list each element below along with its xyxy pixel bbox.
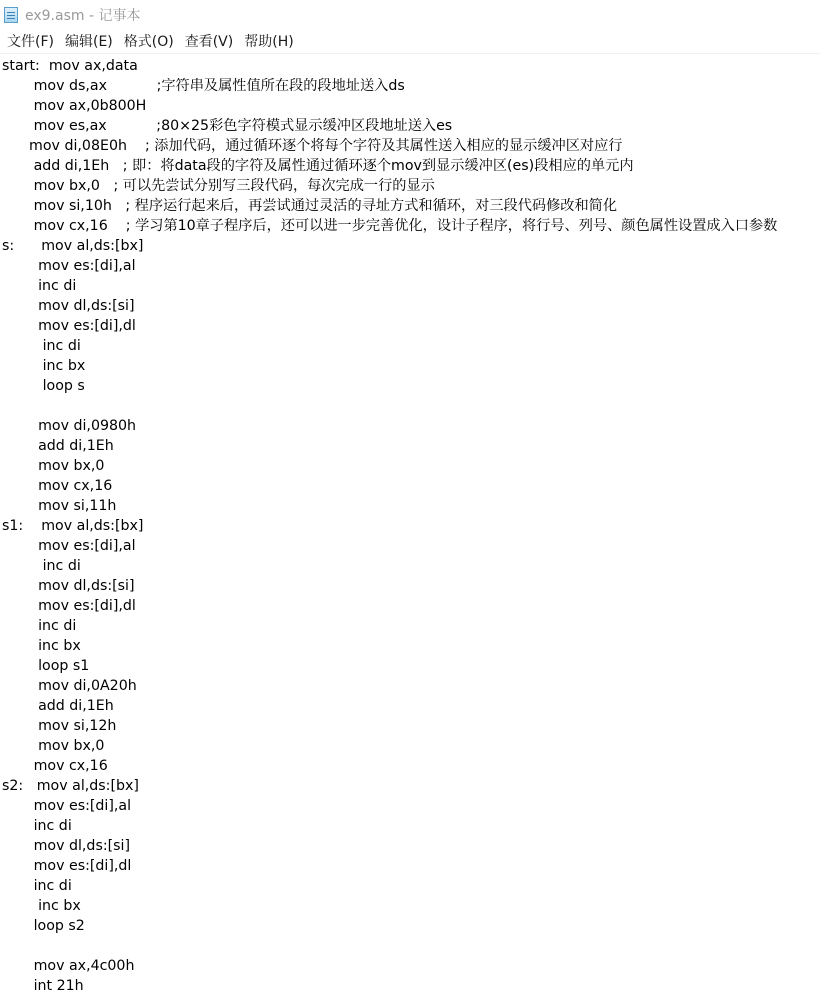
- code-line: s: mov al,ds:[bx]: [2, 238, 144, 254]
- code-line: inc bx: [2, 638, 81, 654]
- code-line: mov es:[di],al: [2, 258, 136, 274]
- code-line: mov es:[di],dl: [2, 318, 136, 334]
- window-title: ex9.asm - 记事本: [25, 8, 141, 24]
- code-line: inc di: [2, 278, 77, 294]
- code-line: mov es:[di],dl: [2, 598, 136, 614]
- code-line: mov dl,ds:[si]: [2, 578, 135, 594]
- code-line: mov bx,0 ; 可以先尝试分别写三段代码，每次完成一行的显示: [2, 178, 435, 194]
- code-line: int 21h: [2, 978, 84, 994]
- code-line: inc di: [2, 618, 77, 634]
- code-line: mov si,10h ; 程序运行起来后，再尝试通过灵活的寻址方式和循环，对三段代码修改和简化: [2, 198, 618, 214]
- code-line: inc di: [2, 878, 72, 894]
- code-line: mov dl,ds:[si]: [2, 298, 135, 314]
- code-line: loop s1: [2, 658, 90, 674]
- menu-help[interactable]: 帮助(H): [244, 33, 294, 50]
- code-line: mov bx,0: [2, 458, 105, 474]
- editor-content[interactable]: [0, 54, 820, 996]
- code-line: s1: mov al,ds:[bx]: [2, 518, 144, 534]
- code-line: mov cx,16: [2, 758, 108, 774]
- code-line: add di,1Eh ; 即：将data段的字符及属性通过循环逐个mov到显示缓冲区(es)段相应的单元内: [2, 158, 634, 174]
- title-bar[interactable]: [0, 0, 820, 30]
- code-line: loop s2: [2, 918, 85, 934]
- text-editor[interactable]: [0, 54, 820, 1000]
- menu-edit[interactable]: 编辑(E): [64, 33, 113, 50]
- code-line: inc di: [2, 338, 81, 354]
- code-line: mov si,11h: [2, 498, 117, 514]
- menu-format[interactable]: 格式(O): [123, 33, 174, 50]
- code-line: start: mov ax,data: [2, 58, 138, 74]
- code-line: s2: mov al,ds:[bx]: [2, 778, 139, 794]
- code-line: mov cx,16 ; 学习第10章子程序后，还可以进一步完善优化，设计子程序，将行号、列号、颜色属性设置成入口参数: [2, 218, 778, 234]
- code-line: mov di,0A20h: [2, 678, 137, 694]
- code-line: mov si,12h: [2, 718, 117, 734]
- notepad-icon: [4, 7, 18, 23]
- code-line: mov es,ax ;80×25彩色字符模式显示缓冲区段地址送入es: [2, 118, 453, 134]
- code-line: mov ds,ax ;字符串及属性值所在段的段地址送入ds: [2, 78, 405, 94]
- code-line: mov es:[di],al: [2, 798, 132, 814]
- code-line: mov bx,0: [2, 738, 105, 754]
- code-line: mov cx,16: [2, 478, 113, 494]
- code-line: [2, 936, 820, 956]
- code-line: mov di,08E0h ; 添加代码，通过循环逐个将每个字符及其属性送入相应的显示缓冲区对应行: [2, 138, 623, 154]
- code-line: mov ax,0b800H: [2, 98, 147, 114]
- code-line: mov es:[di],dl: [2, 858, 132, 874]
- code-line: mov ax,4c00h: [2, 958, 135, 974]
- code-line: add di,1Eh: [2, 698, 114, 714]
- code-line: inc bx: [2, 358, 86, 374]
- menu-file[interactable]: 文件(F): [7, 33, 54, 50]
- code-line: mov es:[di],al: [2, 538, 136, 554]
- code-line: mov dl,ds:[si]: [2, 838, 131, 854]
- code-line: loop s: [2, 378, 85, 394]
- code-line: inc di: [2, 818, 72, 834]
- code-line: inc bx: [2, 898, 81, 914]
- code-line: add di,1Eh: [2, 438, 114, 454]
- menu-view[interactable]: 查看(V): [184, 33, 234, 50]
- code-line: [2, 396, 820, 416]
- code-line: inc di: [2, 558, 81, 574]
- menu-bar: [0, 30, 820, 54]
- code-line: mov di,0980h: [2, 418, 137, 434]
